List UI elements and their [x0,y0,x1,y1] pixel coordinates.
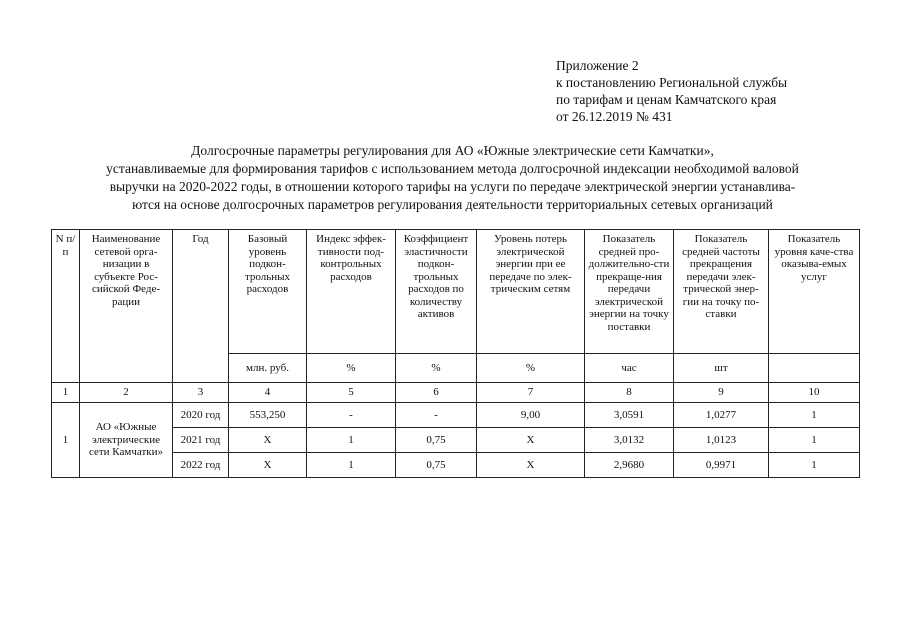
value-cell: 2,9680 [585,453,674,478]
value-cell: 1 [769,403,860,428]
appendix-line: от 26.12.2019 № 431 [556,109,673,124]
header-row [52,230,860,354]
appendix-line: Приложение 2 [556,58,639,73]
header-duration: Показатель средней про-должительно-сти прекраще-ния передачи электрической энергии на точку поставки [585,230,674,354]
value-cell: 3,0132 [585,428,674,453]
header-number: N п/п [52,230,80,383]
unit-cell: млн. руб. [229,354,307,383]
unit-cell [769,354,860,383]
header-elasticity: Коэффициент эластичности подкон-трольных расходов по количеству активов [396,230,477,354]
appendix-line: по тарифам и ценам Камчатского края [556,92,777,107]
table-row [52,403,860,428]
value-cell: 1,0277 [674,403,769,428]
value-cell: 0,75 [396,453,477,478]
header-base-costs: Базовый уровень подкон-трольных расходов [229,230,307,354]
title-line: Долгосрочные параметры регулирования для АО «Южные электрические сети Камчатки», [191,143,714,158]
appendix-line: к постановлению Региональной службы [556,75,788,90]
parameters-table [51,229,860,478]
column-number: 8 [585,383,674,403]
unit-cell: шт [674,354,769,383]
value-cell: 1 [769,453,860,478]
value-cell: X [229,453,307,478]
column-number: 7 [477,383,585,403]
document-title [40,142,865,214]
header-frequency: Показатель средней частоты прекращения передачи элек-трической энер-гии на точку по-ставки [674,230,769,354]
value-cell: 0,75 [396,428,477,453]
column-number: 9 [674,383,769,403]
column-number: 6 [396,383,477,403]
year-cell: 2021 год [173,428,229,453]
table-row [52,428,860,453]
column-number: 1 [52,383,80,403]
header-losses: Уровень потерь электрической энергии при ее передаче по элек-трическим сетям [477,230,585,354]
value-cell: 3,0591 [585,403,674,428]
value-cell: 9,00 [477,403,585,428]
unit-cell: % [477,354,585,383]
unit-cell: % [307,354,396,383]
column-number: 10 [769,383,860,403]
column-number: 3 [173,383,229,403]
value-cell: 1 [307,453,396,478]
value-cell: X [477,428,585,453]
header-year: Год [173,230,229,383]
value-cell: 1 [307,428,396,453]
value-cell: 1 [769,428,860,453]
value-cell: X [477,453,585,478]
unit-cell: % [396,354,477,383]
header-efficiency-index: Индекс эффек-тивности под-контрольных расходов [307,230,396,354]
appendix-block [556,57,787,125]
value-cell: 553,250 [229,403,307,428]
value-cell: - [307,403,396,428]
header-organization: Наименование сетевой орга-низации в субъекте Рос-сийской Феде-рации [80,230,173,383]
company-name: АО «Южные электрические сети Камчатки» [80,403,173,478]
value-cell: 1,0123 [674,428,769,453]
column-number: 5 [307,383,396,403]
title-line: выручки на 2020-2022 годы, в отношении которого тарифы на услуги по передаче электрической энергии устанавлива- [109,179,796,194]
column-number-row [52,383,860,403]
value-cell: - [396,403,477,428]
value-cell: X [229,428,307,453]
table-row [52,453,860,478]
column-number: 4 [229,383,307,403]
year-cell: 2022 год [173,453,229,478]
row-number: 1 [52,403,80,478]
column-number: 2 [80,383,173,403]
year-cell: 2020 год [173,403,229,428]
title-line: устанавливаемые для формирования тарифов с использованием метода долгосрочной индексации необходимой валовой [106,161,799,176]
value-cell: 0,9971 [674,453,769,478]
header-quality: Показатель уровня каче-ства оказыва-емых услуг [769,230,860,354]
unit-cell: час [585,354,674,383]
title-line: ются на основе долгосрочных параметров регулирования деятельности территориальных сетевых организаций [132,197,773,212]
